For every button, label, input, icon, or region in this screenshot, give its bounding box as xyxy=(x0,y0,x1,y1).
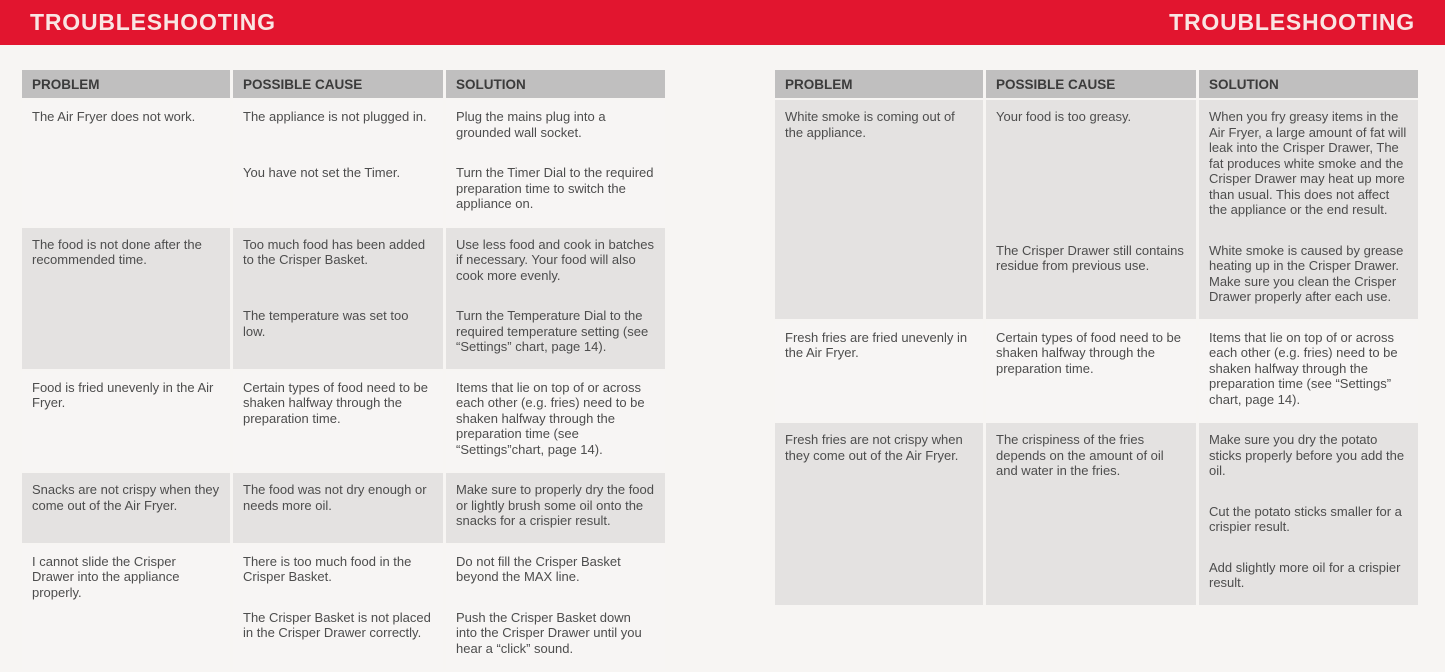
cause-cell: Too much food has been added to the Crisper Basket. xyxy=(233,228,443,300)
cause-cell: The Crisper Drawer still contains residue from previous use. xyxy=(986,234,1196,319)
table-row xyxy=(22,100,665,226)
solution-cell: White smoke is caused by grease heating up in the Crisper Drawer. Make sure you clean the Crisper Drawer properly after each use. xyxy=(1199,234,1418,319)
page-title-left: TROUBLESHOOTING xyxy=(30,9,276,35)
table-header-row xyxy=(22,70,665,98)
solution-cell: Items that lie on top of or across each other (e.g. fries) need to be shaken halfway through the preparation time (see “Settings”chart, page 14). xyxy=(446,371,665,472)
column-header-cause: POSSIBLE CAUSE xyxy=(986,70,1196,98)
cause-cell: You have not set the Timer. xyxy=(233,156,443,226)
column-header-problem: PROBLEM xyxy=(22,70,230,98)
cause-cell: Certain types of food need to be shaken halfway through the preparation time. xyxy=(986,321,1196,422)
cause-cell: The food was not dry enough or needs more oil. xyxy=(233,473,443,543)
page-title-right: TROUBLESHOOTING xyxy=(1169,9,1415,35)
troubleshooting-tables xyxy=(0,45,1445,672)
problem-cell: Snacks are not crispy when they come out of the Air Fryer. xyxy=(22,473,230,543)
column-header-cause: POSSIBLE CAUSE xyxy=(233,70,443,98)
table-row xyxy=(775,321,1418,422)
cause-cell: Certain types of food need to be shaken halfway through the preparation time. xyxy=(233,371,443,472)
table-header-row xyxy=(775,70,1418,98)
problem-cell: The food is not done after the recommended time. xyxy=(22,228,230,369)
solution-cell: Items that lie on top of or across each other (e.g. fries) need to be shaken halfway through the preparation time (see “Settings” chart, page 14). xyxy=(1199,321,1418,422)
problem-cell: The Air Fryer does not work. xyxy=(22,100,230,226)
table-row xyxy=(22,545,665,671)
cause-cell: There is too much food in the Crisper Basket. xyxy=(233,545,443,601)
problem-cell: I cannot slide the Crisper Drawer into the appliance properly. xyxy=(22,545,230,671)
table-row xyxy=(22,228,665,369)
solution-cell: Turn the Timer Dial to the required preparation time to switch the appliance on. xyxy=(446,156,665,226)
problem-cell: White smoke is coming out of the appliance. xyxy=(775,100,983,319)
solution-cell: When you fry greasy items in the Air Fryer, a large amount of fat will leak into the Crisper Drawer, The fat produces white smoke and the Crisper Drawer may heat up more than usual. This does not affect the appliance or the end result. xyxy=(1199,100,1418,234)
problem-cell: Fresh fries are fried unevenly in the Air Fryer. xyxy=(775,321,983,422)
solution-cell: Plug the mains plug into a grounded wall socket. xyxy=(446,100,665,156)
table-row xyxy=(22,473,665,543)
cause-cell: The appliance is not plugged in. xyxy=(233,100,443,156)
cause-cell xyxy=(986,495,1196,551)
solution-cell: Do not fill the Crisper Basket beyond the MAX line. xyxy=(446,545,665,601)
cause-cell: The crispiness of the fries depends on the amount of oil and water in the fries. xyxy=(986,423,1196,495)
cause-cell: Your food is too greasy. xyxy=(986,100,1196,234)
troubleshooting-table-right xyxy=(775,70,1418,672)
solution-cell: Cut the potato sticks smaller for a crispier result. xyxy=(1199,495,1418,551)
problem-cell: Fresh fries are not crispy when they come out of the Air Fryer. xyxy=(775,423,983,605)
solution-cell: Use less food and cook in batches if necessary. Your food will also cook more evenly. xyxy=(446,228,665,300)
solution-cell: Make sure you dry the potato sticks properly before you add the oil. xyxy=(1199,423,1418,495)
column-header-solution: SOLUTION xyxy=(446,70,665,98)
column-header-solution: SOLUTION xyxy=(1199,70,1418,98)
troubleshooting-table-left xyxy=(22,70,665,672)
solution-cell: Push the Crisper Basket down into the Crisper Drawer until you hear a “click” sound. xyxy=(446,601,665,671)
table-row xyxy=(22,371,665,472)
cause-cell: The temperature was set too low. xyxy=(233,299,443,369)
cause-cell xyxy=(986,551,1196,605)
red-banner xyxy=(0,0,1445,45)
table-row xyxy=(775,423,1418,605)
solution-cell: Make sure to properly dry the food or lightly brush some oil onto the snacks for a crispier result. xyxy=(446,473,665,543)
solution-cell: Add slightly more oil for a crispier result. xyxy=(1199,551,1418,605)
table-row xyxy=(775,100,1418,319)
cause-cell: The Crisper Basket is not placed in the Crisper Drawer correctly. xyxy=(233,601,443,671)
problem-cell: Food is fried unevenly in the Air Fryer. xyxy=(22,371,230,472)
column-header-problem: PROBLEM xyxy=(775,70,983,98)
solution-cell: Turn the Temperature Dial to the required temperature setting (see “Settings” chart, page 14). xyxy=(446,299,665,369)
